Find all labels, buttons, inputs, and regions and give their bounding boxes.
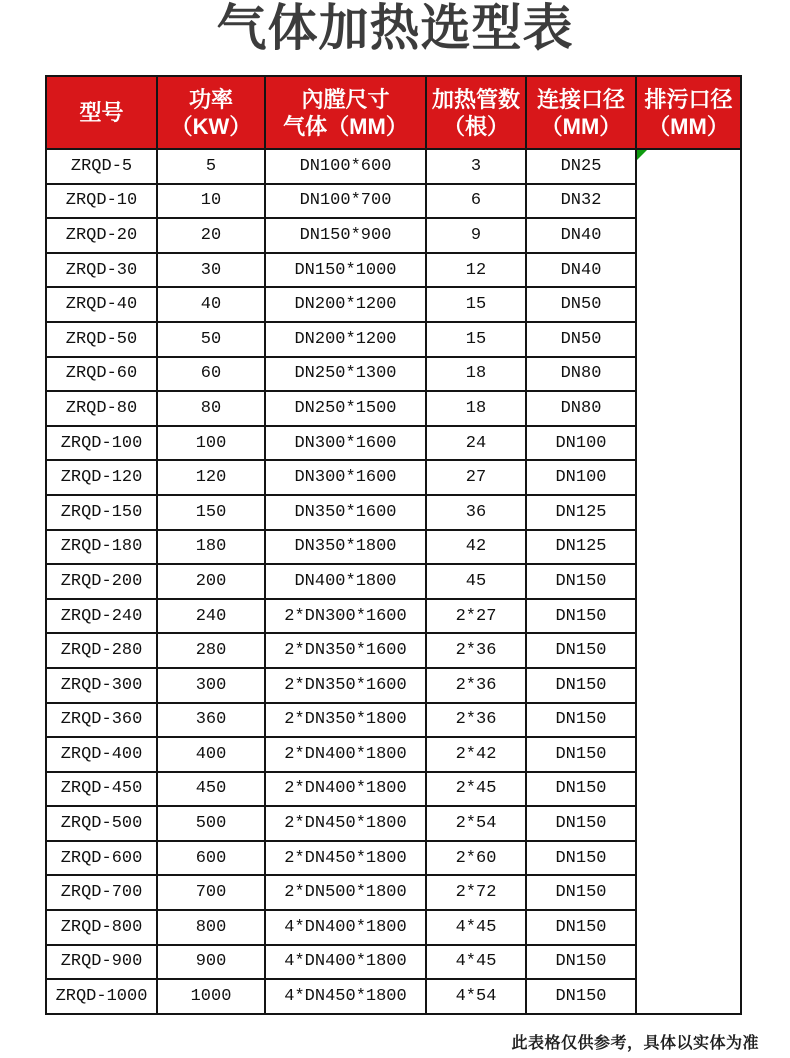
table-header: [46, 76, 741, 149]
cell-model: ZRQD-400: [46, 737, 157, 772]
cell-connect-dia: DN40: [526, 253, 636, 288]
cell-model: ZRQD-280: [46, 633, 157, 668]
cell-chamber-size: 2*DN450*1800: [265, 806, 426, 841]
cell-power: 800: [157, 910, 265, 945]
cell-connect-dia: DN80: [526, 391, 636, 426]
cell-power: 200: [157, 564, 265, 599]
cell-model: ZRQD-60: [46, 357, 157, 392]
cell-connect-dia: DN150: [526, 945, 636, 980]
cell-power: 100: [157, 426, 265, 461]
cell-chamber-size: DN200*1200: [265, 287, 426, 322]
green-corner-marker-icon: [637, 150, 647, 160]
cell-model: ZRQD-80: [46, 391, 157, 426]
cell-connect-dia: DN50: [526, 322, 636, 357]
cell-tube-count: 12: [426, 253, 526, 288]
cell-chamber-size: 2*DN350*1600: [265, 633, 426, 668]
cell-tube-count: 2*42: [426, 737, 526, 772]
cell-power: 30: [157, 253, 265, 288]
footnote: 此表格仅供参考，具体以实体为准: [511, 1035, 759, 1052]
cell-model: ZRQD-50: [46, 322, 157, 357]
cell-connect-dia: DN100: [526, 460, 636, 495]
cell-tube-count: 2*60: [426, 841, 526, 876]
cell-connect-dia: DN150: [526, 979, 636, 1014]
column-header-tube-count: 加热管数 （根）: [426, 76, 526, 149]
cell-power: 360: [157, 703, 265, 738]
cell-chamber-size: DN300*1600: [265, 426, 426, 461]
cell-model: ZRQD-5: [46, 149, 157, 184]
cell-tube-count: 4*45: [426, 945, 526, 980]
cell-tube-count: 2*72: [426, 875, 526, 910]
cell-chamber-size: DN150*900: [265, 218, 426, 253]
cell-connect-dia: DN80: [526, 357, 636, 392]
table-body: [46, 149, 741, 1014]
cell-connect-dia: DN40: [526, 218, 636, 253]
cell-tube-count: 2*45: [426, 772, 526, 807]
cell-chamber-size: DN100*600: [265, 149, 426, 184]
cell-chamber-size: 2*DN500*1800: [265, 875, 426, 910]
cell-power: 40: [157, 287, 265, 322]
cell-power: 60: [157, 357, 265, 392]
cell-power: 50: [157, 322, 265, 357]
cell-power: 10: [157, 184, 265, 219]
cell-power: 180: [157, 530, 265, 565]
cell-tube-count: 15: [426, 322, 526, 357]
cell-chamber-size: 4*DN400*1800: [265, 910, 426, 945]
cell-connect-dia: DN150: [526, 910, 636, 945]
column-header-power: 功率 （KW）: [157, 76, 265, 149]
cell-model: ZRQD-30: [46, 253, 157, 288]
cell-chamber-size: 2*DN400*1800: [265, 737, 426, 772]
cell-connect-dia: DN32: [526, 184, 636, 219]
cell-tube-count: 2*36: [426, 633, 526, 668]
cell-power: 400: [157, 737, 265, 772]
drain-column-merged-cell: [636, 149, 741, 1014]
cell-chamber-size: DN100*700: [265, 184, 426, 219]
cell-power: 450: [157, 772, 265, 807]
cell-connect-dia: DN150: [526, 633, 636, 668]
cell-tube-count: 36: [426, 495, 526, 530]
cell-tube-count: 2*36: [426, 703, 526, 738]
cell-tube-count: 24: [426, 426, 526, 461]
cell-model: ZRQD-300: [46, 668, 157, 703]
cell-connect-dia: DN150: [526, 875, 636, 910]
cell-connect-dia: DN150: [526, 668, 636, 703]
cell-power: 500: [157, 806, 265, 841]
cell-chamber-size: DN200*1200: [265, 322, 426, 357]
cell-connect-dia: DN150: [526, 841, 636, 876]
cell-chamber-size: DN350*1600: [265, 495, 426, 530]
cell-power: 240: [157, 599, 265, 634]
cell-chamber-size: DN300*1600: [265, 460, 426, 495]
cell-chamber-size: DN350*1800: [265, 530, 426, 565]
cell-model: ZRQD-900: [46, 945, 157, 980]
cell-chamber-size: 4*DN450*1800: [265, 979, 426, 1014]
cell-power: 600: [157, 841, 265, 876]
cell-connect-dia: DN150: [526, 737, 636, 772]
cell-model: ZRQD-120: [46, 460, 157, 495]
cell-model: ZRQD-1000: [46, 979, 157, 1014]
column-header-drain-dia: 排污口径 （MM）: [636, 76, 741, 149]
cell-chamber-size: DN150*1000: [265, 253, 426, 288]
cell-connect-dia: DN150: [526, 564, 636, 599]
cell-chamber-size: 4*DN400*1800: [265, 945, 426, 980]
cell-tube-count: 18: [426, 357, 526, 392]
cell-tube-count: 9: [426, 218, 526, 253]
cell-connect-dia: DN125: [526, 530, 636, 565]
cell-tube-count: 2*54: [426, 806, 526, 841]
cell-power: 300: [157, 668, 265, 703]
cell-connect-dia: DN25: [526, 149, 636, 184]
cell-model: ZRQD-360: [46, 703, 157, 738]
cell-tube-count: 4*54: [426, 979, 526, 1014]
cell-tube-count: 18: [426, 391, 526, 426]
table-row: [46, 149, 741, 184]
cell-power: 280: [157, 633, 265, 668]
cell-model: ZRQD-180: [46, 530, 157, 565]
cell-power: 150: [157, 495, 265, 530]
cell-model: ZRQD-240: [46, 599, 157, 634]
cell-chamber-size: 2*DN350*1800: [265, 703, 426, 738]
cell-power: 20: [157, 218, 265, 253]
cell-tube-count: 2*27: [426, 599, 526, 634]
cell-connect-dia: DN100: [526, 426, 636, 461]
header-row: [46, 76, 741, 149]
cell-tube-count: 4*45: [426, 910, 526, 945]
cell-model: ZRQD-20: [46, 218, 157, 253]
page-title: 气体加热选型表: [216, 0, 574, 56]
cell-connect-dia: DN150: [526, 599, 636, 634]
cell-tube-count: 2*36: [426, 668, 526, 703]
column-header-connect-dia: 连接口径 （MM）: [526, 76, 636, 149]
cell-model: ZRQD-600: [46, 841, 157, 876]
cell-tube-count: 45: [426, 564, 526, 599]
cell-power: 80: [157, 391, 265, 426]
cell-power: 120: [157, 460, 265, 495]
cell-model: ZRQD-150: [46, 495, 157, 530]
cell-chamber-size: DN250*1300: [265, 357, 426, 392]
cell-model: ZRQD-100: [46, 426, 157, 461]
cell-tube-count: 42: [426, 530, 526, 565]
cell-chamber-size: DN250*1500: [265, 391, 426, 426]
cell-chamber-size: 2*DN300*1600: [265, 599, 426, 634]
cell-connect-dia: DN150: [526, 772, 636, 807]
cell-connect-dia: DN150: [526, 703, 636, 738]
cell-chamber-size: 2*DN400*1800: [265, 772, 426, 807]
cell-chamber-size: 2*DN350*1600: [265, 668, 426, 703]
cell-tube-count: 6: [426, 184, 526, 219]
cell-tube-count: 27: [426, 460, 526, 495]
cell-chamber-size: 2*DN450*1800: [265, 841, 426, 876]
cell-connect-dia: DN150: [526, 806, 636, 841]
cell-model: ZRQD-800: [46, 910, 157, 945]
cell-model: ZRQD-10: [46, 184, 157, 219]
cell-model: ZRQD-200: [46, 564, 157, 599]
column-header-model: 型号: [46, 76, 157, 149]
cell-power: 700: [157, 875, 265, 910]
cell-connect-dia: DN125: [526, 495, 636, 530]
cell-model: ZRQD-450: [46, 772, 157, 807]
cell-chamber-size: DN400*1800: [265, 564, 426, 599]
selection-table: [45, 75, 742, 1015]
cell-tube-count: 15: [426, 287, 526, 322]
cell-power: 5: [157, 149, 265, 184]
cell-model: ZRQD-500: [46, 806, 157, 841]
cell-model: ZRQD-40: [46, 287, 157, 322]
cell-power: 1000: [157, 979, 265, 1014]
cell-tube-count: 3: [426, 149, 526, 184]
column-header-chamber-size: 內膛尺寸 气体（MM）: [265, 76, 426, 149]
cell-power: 900: [157, 945, 265, 980]
cell-model: ZRQD-700: [46, 875, 157, 910]
cell-connect-dia: DN50: [526, 287, 636, 322]
